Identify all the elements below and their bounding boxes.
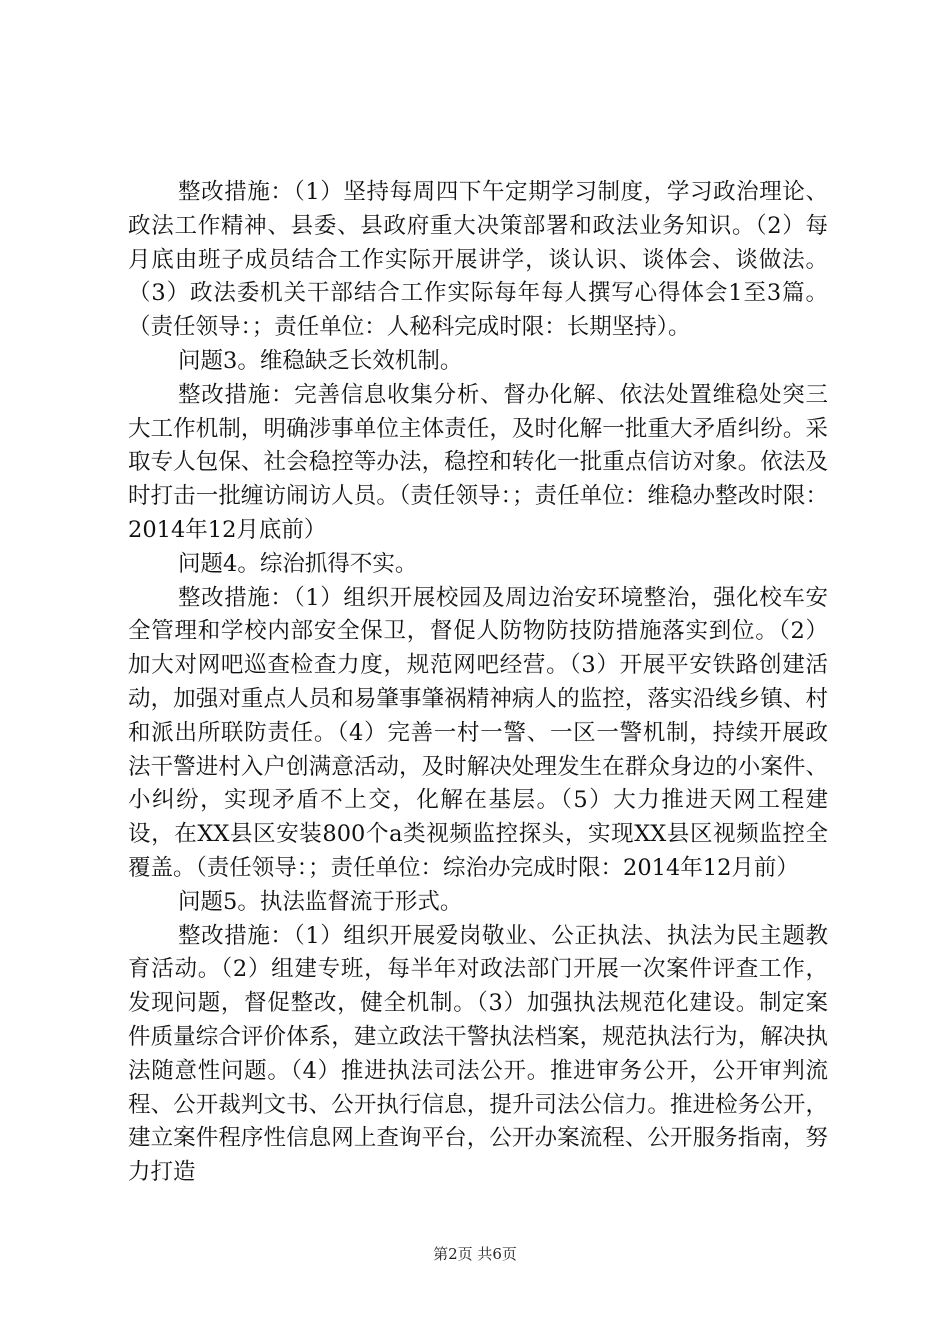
paragraph-measures-5: 整改措施：（1）组织开展爱岗敬业、公正执法、执法为民主题教育活动。（2）组建专班，每半年对政法部门开展一次案件评查工作，发现问题，督促整改，健全机制。（3）加强执法规范化建设。制定案件质量综合评价体系，建立政法干警执法档案，规范执法行为，解决执法随意性问题。（4）推进执法司法公开。推进审务公开，公开审判流程、公开裁判文书、公开执行信息，提升司法公信力。推进检务公开，建立案件程序性信息网上查询平台，公开办案流程、公开服务指南，努力打造: [128, 922, 828, 1186]
paragraph-issue-3: 问题3。维稳缺乏长效机制。: [178, 347, 463, 374]
paragraph-issue-4: 问题4。综治抓得不实。: [178, 550, 418, 577]
page-footer: 第2页 共6页: [433, 1245, 517, 1263]
document-body: [128, 176, 828, 1190]
paragraph-measures-1: 整改措施：（1）坚持每周四下午定期学习制度，学习政治理论、政法工作精神、县委、县政府重大决策部署和政法业务知识。（2）每月底由班子成员结合工作实际开展讲学，谈认识、谈体会、谈做法。（3）政法委机关干部结合工作实际每年每人撰写心得体会1至3篇。（责任领导：；责任单位：人秘科完成时限：长期坚持）。: [128, 179, 828, 341]
paragraph-measures-4: 整改措施：（1）组织开展校园及周边治安环境整治，强化校车安全管理和学校内部安全保卫，督促人防物防技防措施落实到位。（2）加大对网吧巡查检查力度，规范网吧经营。（3）开展平安铁路创建活动，加强对重点人员和易肇事肇祸精神病人的监控，落实沿线乡镇、村和派出所联防责任。（4）完善一村一警、一区一警机制，持续开展政法干警进村入户创满意活动，及时解决处理发生在群众身边的小案件、小纠纷，实现矛盾不上交，化解在基层。（5）大力推进天网工程建设，在XX县区安装800个a类视频监控探头，实现XX县区视频监控全覆盖。（责任领导：；责任单位：综治办完成时限：2014年12月前）: [128, 584, 828, 881]
paragraph-issue-5: 问题5。执法监督流于形式。: [178, 888, 463, 915]
paragraph-measures-3: 整改措施：完善信息收集分析、督办化解、依法处置维稳处突三大工作机制，明确涉事单位主体责任，及时化解一批重大矛盾纠纷。采取专人包保、社会稳控等办法，稳控和转化一批重点信访对象。依法及时打击一批缠访闹访人员。（责任领导：；责任单位：维稳办整改时限：2014年12月底前）: [128, 381, 828, 543]
